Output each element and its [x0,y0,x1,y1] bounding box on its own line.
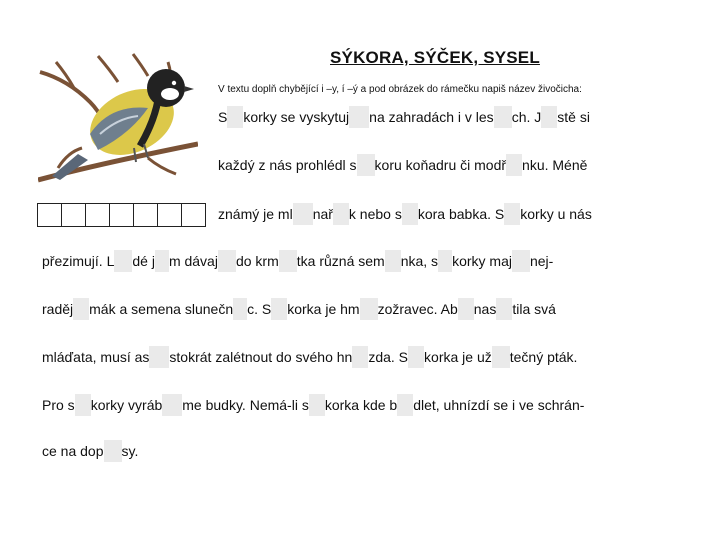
text-segment: stě si [557,109,590,125]
text-segment: m dávaj [168,253,218,269]
fill-gap[interactable] [496,298,512,320]
fill-gap[interactable] [360,298,378,320]
text-segment: stokrát zalétnout do svého hn [169,349,353,365]
text-segment: nku. Méně [522,157,588,173]
fill-gap[interactable] [438,250,452,272]
instruction-text: V textu doplň chybějící i –y, í –ý a pod obrázek do rámečku napiš název živočicha: [218,84,582,95]
text-line-3 [218,203,592,225]
text-segment: mláďata, musí as [42,349,150,365]
letter-box[interactable] [61,203,87,227]
text-segment: ce na dop [42,443,104,459]
text-segment: nas [473,301,497,317]
text-line-5 [42,298,556,320]
fill-gap[interactable] [233,298,247,320]
text-segment: korka kde b [324,397,398,413]
text-segment: známý je ml [218,206,293,222]
text-segment: korky u nás [520,206,592,222]
fill-gap[interactable] [357,154,375,176]
text-segment: kora babka. S [417,206,505,222]
text-segment: korky se vyskytuj [243,109,350,125]
text-segment: ch. J [511,109,542,125]
text-segment: c. S [247,301,272,317]
text-segment: S [218,109,228,125]
fill-gap[interactable] [512,250,530,272]
text-segment: korka je hm [287,301,360,317]
fill-gap[interactable] [402,203,418,225]
fill-gap[interactable] [506,154,522,176]
fill-gap[interactable] [408,346,424,368]
fill-gap[interactable] [104,440,122,462]
text-segment: nař [312,206,333,222]
answer-boxes [38,203,206,227]
letter-box[interactable] [157,203,183,227]
text-line-6 [42,346,577,368]
text-segment: me budky. Nemá-li s [182,397,309,413]
fill-gap[interactable] [73,298,89,320]
fill-gap[interactable] [218,250,236,272]
text-segment: nej- [529,253,554,269]
fill-gap[interactable] [352,346,368,368]
great-tit-bird-illustration [38,52,198,192]
fill-gap[interactable] [75,394,91,416]
text-segment: korky maj [452,253,512,269]
fill-gap[interactable] [114,250,132,272]
fill-gap[interactable] [397,394,413,416]
fill-gap[interactable] [155,250,169,272]
text-segment: dé j [132,253,155,269]
letter-box[interactable] [85,203,111,227]
fill-gap[interactable] [309,394,325,416]
text-line-8 [42,440,138,462]
worksheet-title: SÝKORA, SÝČEK, SYSEL [330,48,540,67]
letter-box[interactable] [133,203,159,227]
text-segment: sy. [121,443,139,459]
fill-gap[interactable] [333,203,349,225]
letter-box[interactable] [181,203,207,227]
text-segment: každý z nás prohlédl s [218,157,357,173]
text-segment: k nebo s [348,206,402,222]
text-segment: do krm [235,253,279,269]
text-line-2 [218,154,587,176]
text-segment: mák a semena slunečn [89,301,234,317]
text-segment: zda. S [368,349,409,365]
letter-box[interactable] [109,203,135,227]
fill-gap[interactable] [385,250,401,272]
fill-gap[interactable] [349,106,369,128]
text-segment: Pro s [42,397,75,413]
text-segment: zožravec. Ab [377,301,458,317]
text-line-7 [42,394,584,416]
text-segment: tečný pták. [509,349,578,365]
text-segment: tila svá [512,301,556,317]
fill-gap[interactable] [279,250,297,272]
text-segment: korka je už [424,349,492,365]
fill-gap[interactable] [541,106,557,128]
text-segment: na zahradách i v les [369,109,494,125]
letter-box[interactable] [37,203,63,227]
fill-gap[interactable] [293,203,313,225]
fill-gap[interactable] [458,298,474,320]
fill-gap[interactable] [162,394,182,416]
fill-gap[interactable] [492,346,510,368]
text-segment: přezimují. L [42,253,115,269]
fill-gap[interactable] [227,106,243,128]
text-segment: korky vyráb [90,397,163,413]
text-segment: nka, s [400,253,439,269]
fill-gap[interactable] [271,298,287,320]
text-segment: raděj [42,301,74,317]
text-segment: koru koňadru či modř [374,157,507,173]
text-line-1 [218,106,590,128]
text-segment: tka různá sem [296,253,385,269]
fill-gap[interactable] [494,106,512,128]
text-segment: dlet, uhnízdí se i ve schrán- [413,397,585,413]
text-line-4 [42,250,553,272]
fill-gap[interactable] [149,346,169,368]
fill-gap[interactable] [504,203,520,225]
